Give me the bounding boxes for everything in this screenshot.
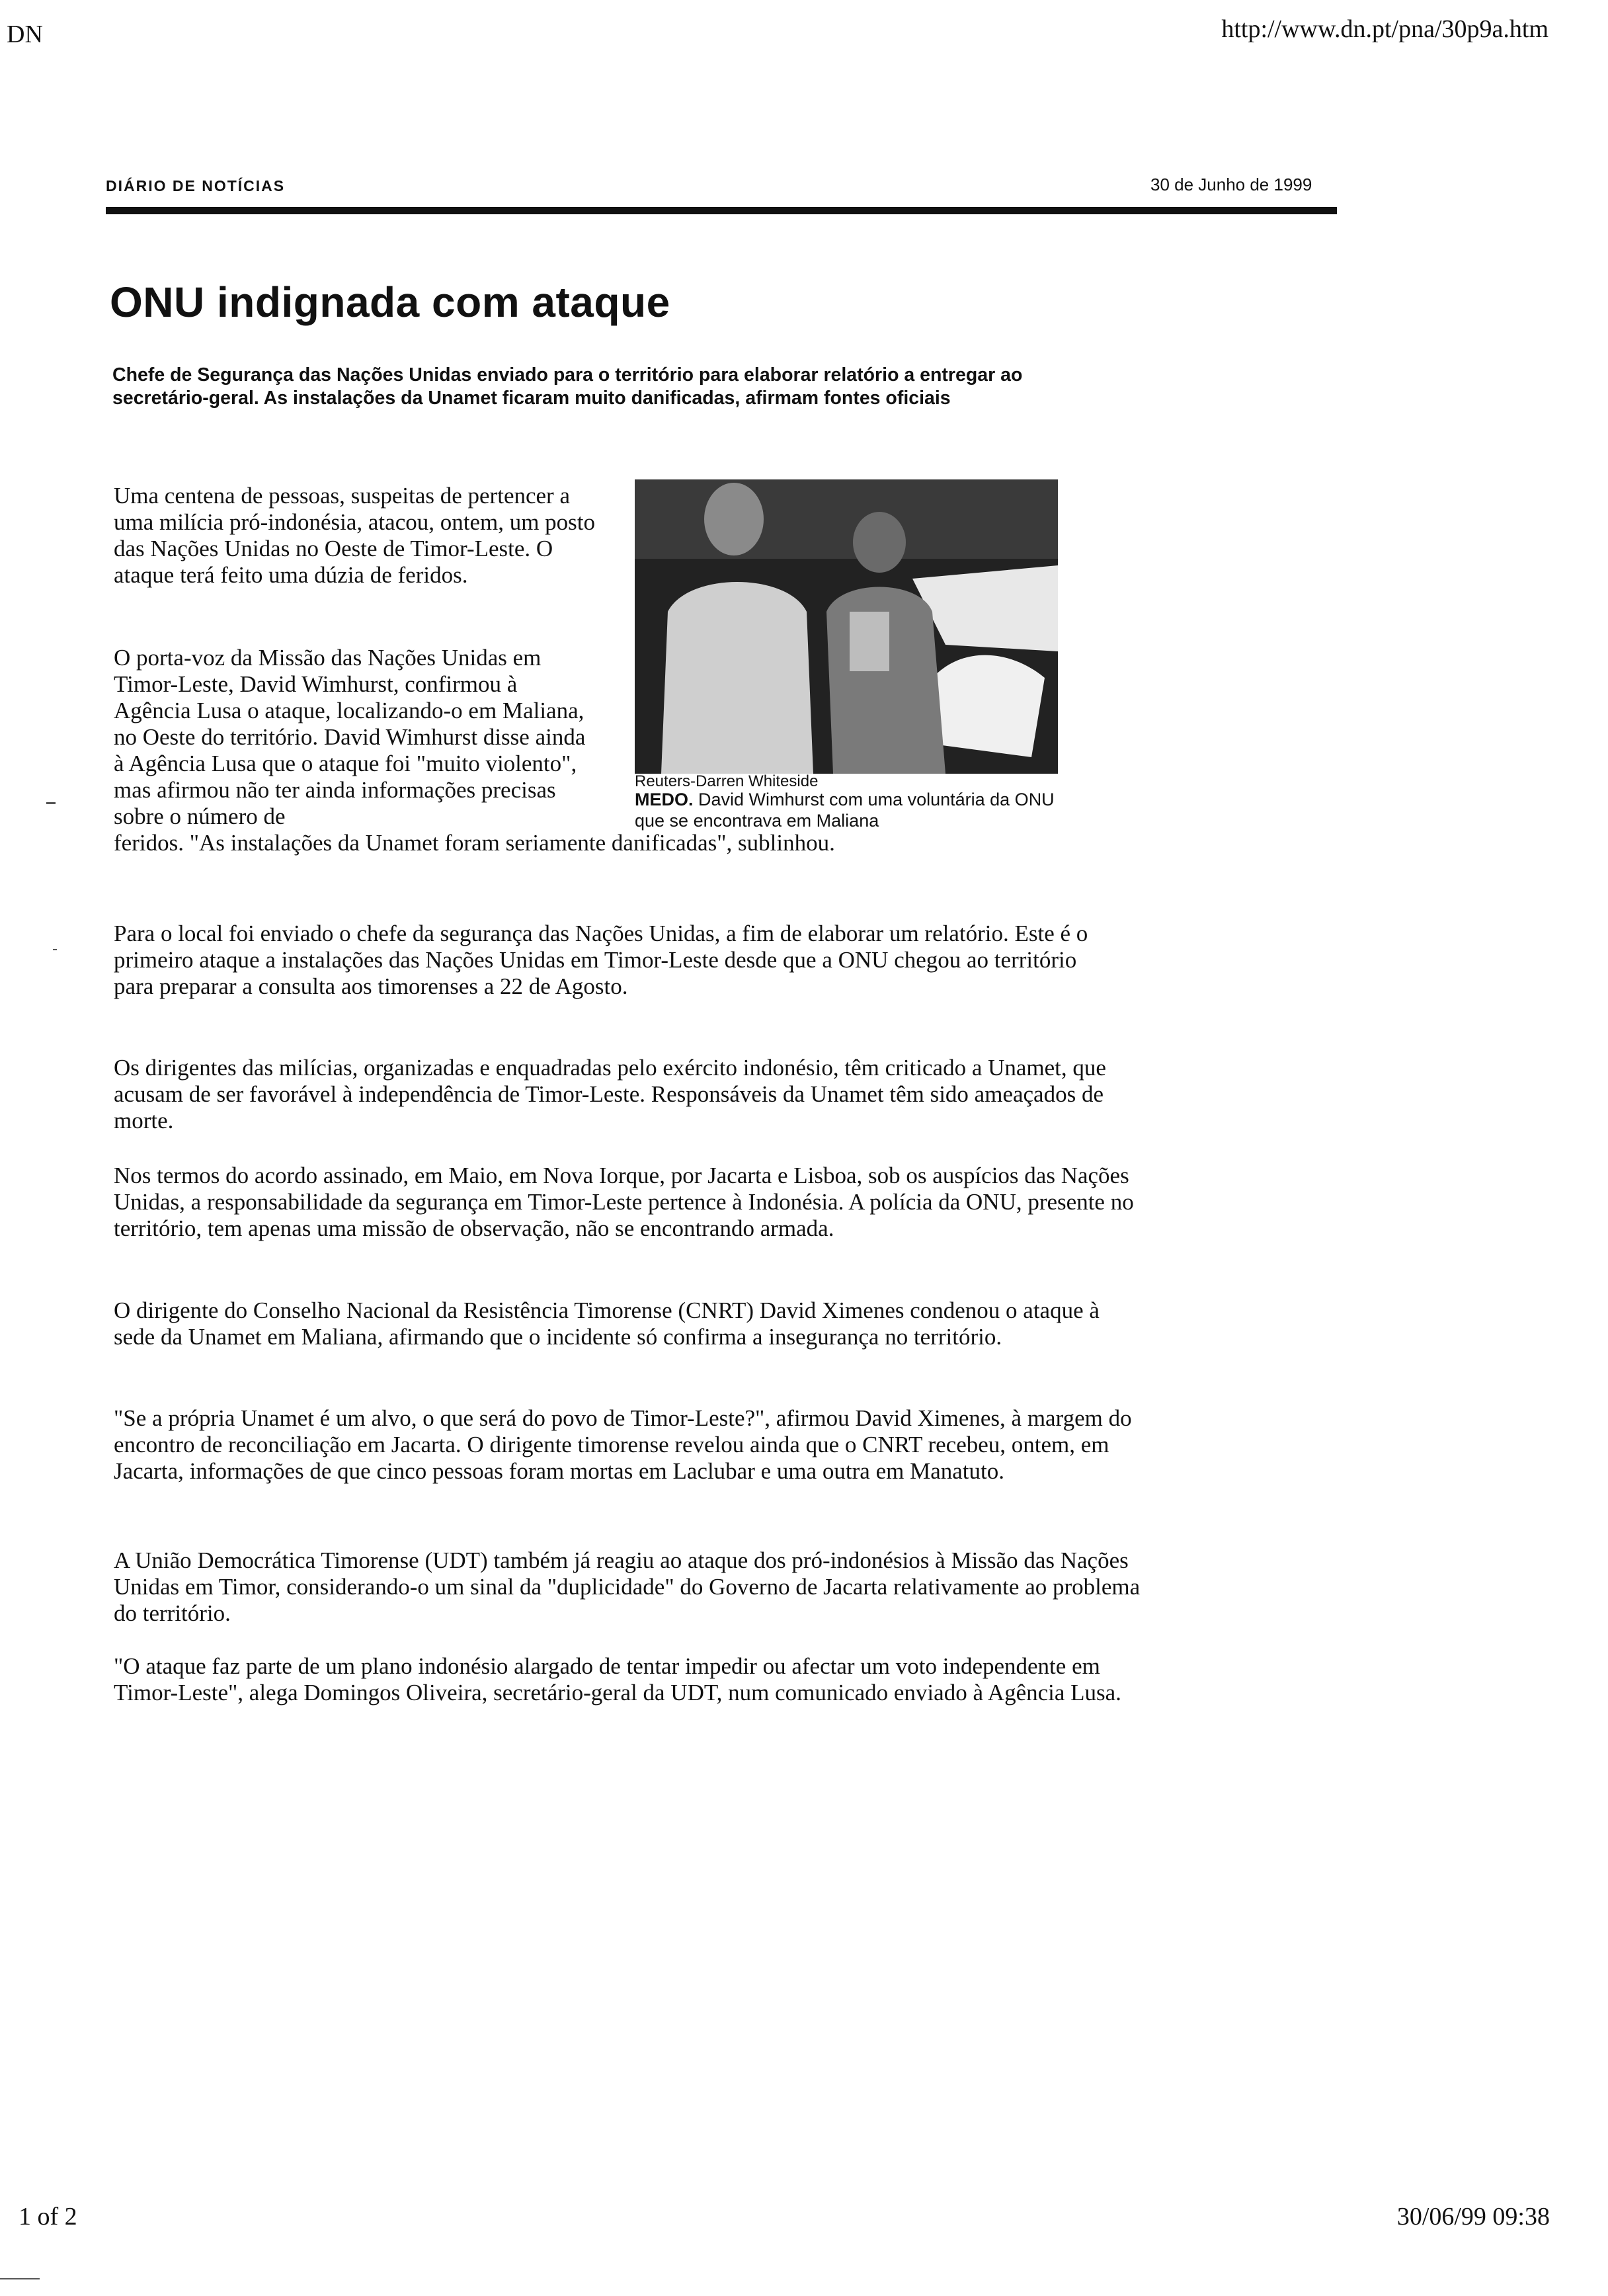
article-paragraph [114, 921, 1106, 1000]
caption-text: David Wimhurst com uma voluntária da ONU que se encontrava em Maliana [635, 790, 1055, 831]
paragraph-text-continued: feridos. "As instalações da Unamet foram seriamente danificadas", sublinhou. [114, 830, 835, 856]
scan-speck [53, 949, 57, 950]
paragraph-text: Uma centena de pessoas, suspeitas de pertencer a uma milícia pró-indonésia, atacou, ontem, um posto das Nações Unidas no Oeste de Timor-Leste. O ataque terá feito uma dúzia de feridos. [114, 483, 596, 588]
article-headline: ONU indignada com ataque [110, 278, 670, 326]
print-header-url: http://www.dn.pt/pna/30p9a.htm [1221, 15, 1548, 43]
paragraph-text: O porta-voz da Missão das Nações Unidas em Timor-Leste, David Wimhurst, confirmou à Agência Lusa o ataque, localizando-o em Maliana, no Oeste do território. David Wimhurst disse ainda à Agência Lusa que o ataque foi "muito violento", mas afirmou não ter ainda informações precisas sobre o número de [114, 645, 586, 829]
article-paragraph [114, 1405, 1145, 1485]
caption-label: MEDO. [635, 790, 694, 809]
print-footer-timestamp: 30/06/99 09:38 [1396, 2203, 1550, 2231]
masthead-rule [106, 207, 1337, 214]
publication-date: 30 de Junho de 1999 [1150, 175, 1312, 194]
article-paragraph [114, 645, 1106, 856]
article-paragraph [114, 1163, 1145, 1242]
paragraph-text: A União Democrática Timorense (UDT) também já reagiu ao ataque dos pró-indonésios à Missão das Nações Unidas em Timor, considerando-o um sinal da "duplicidade" do Governo de Jacarta relativamente ao problema do território. [114, 1547, 1141, 1626]
paragraph-text: "O ataque faz parte de um plano indonésio alargado de tentar impedir ou afectar um voto independente em Timor-Leste", alega Domingos Oliveira, secretário-geral da UDT, num comunicado enviado à Agência Lusa. [114, 1653, 1121, 1705]
paragraph-text: Os dirigentes das milícias, organizadas e enquadradas pelo exército indonésio, têm criticado a Unamet, que acusam de ser favorável à independência de Timor-Leste. Responsáveis da Unamet têm sido ameaçados de morte. [114, 1055, 1106, 1133]
paragraph-text: "Se a própria Unamet é um alvo, o que será do povo de Timor-Leste?", afirmou David Ximenes, à margem do encontro de reconciliação em Jacarta. O dirigente timorense revelou ainda que o CNRT recebeu, ontem, em Jacarta, informações de que cinco pessoas foram mortas em Laclubar e uma outra em Manatuto. [114, 1405, 1132, 1484]
scan-speck [0, 2278, 40, 2279]
paragraph-text: O dirigente do Conselho Nacional da Resistência Timorense (CNRT) David Ximenes condenou o ataque à sede da Unamet em Maliana, afirmando que o incidente só confirma a insegurança no território. [114, 1297, 1100, 1350]
paragraph-text: Para o local foi enviado o chefe da segurança das Nações Unidas, a fim de elaborar um relatório. Este é o primeiro ataque a instalações das Nações Unidas em Timor-Leste desde que a ONU chegou ao território para preparar a consulta aos timorenses a 22 de Agosto. [114, 921, 1088, 999]
article-paragraph [114, 1547, 1145, 1627]
article-paragraph [114, 483, 596, 589]
photo-credit: Reuters-Darren Whiteside [635, 772, 819, 790]
print-header-label: DN [7, 20, 43, 48]
scan-speck [46, 802, 56, 804]
article-paragraph [114, 1653, 1145, 1706]
print-footer-page: 1 of 2 [19, 2203, 77, 2231]
article-lead: Chefe de Segurança das Nações Unidas enviado para o território para elaborar relatório a entregar ao secretário-geral. As instalações da Unamet ficaram muito danificadas, afirmam fontes oficiais [112, 364, 1023, 409]
article-paragraph [114, 1055, 1119, 1134]
article-paragraph [114, 1297, 1145, 1350]
newspaper-masthead: DIÁRIO DE NOTÍCIAS [106, 177, 286, 194]
paragraph-text: Nos termos do acordo assinado, em Maio, em Nova Iorque, por Jacarta e Lisboa, sob os auspícios das Nações Unidas, a responsabilidade da segurança em Timor-Leste pertence à Indonésia. A polícia da ONU, presente no território, tem apenas uma missão de observação, não se encontrando armada. [114, 1163, 1134, 1241]
